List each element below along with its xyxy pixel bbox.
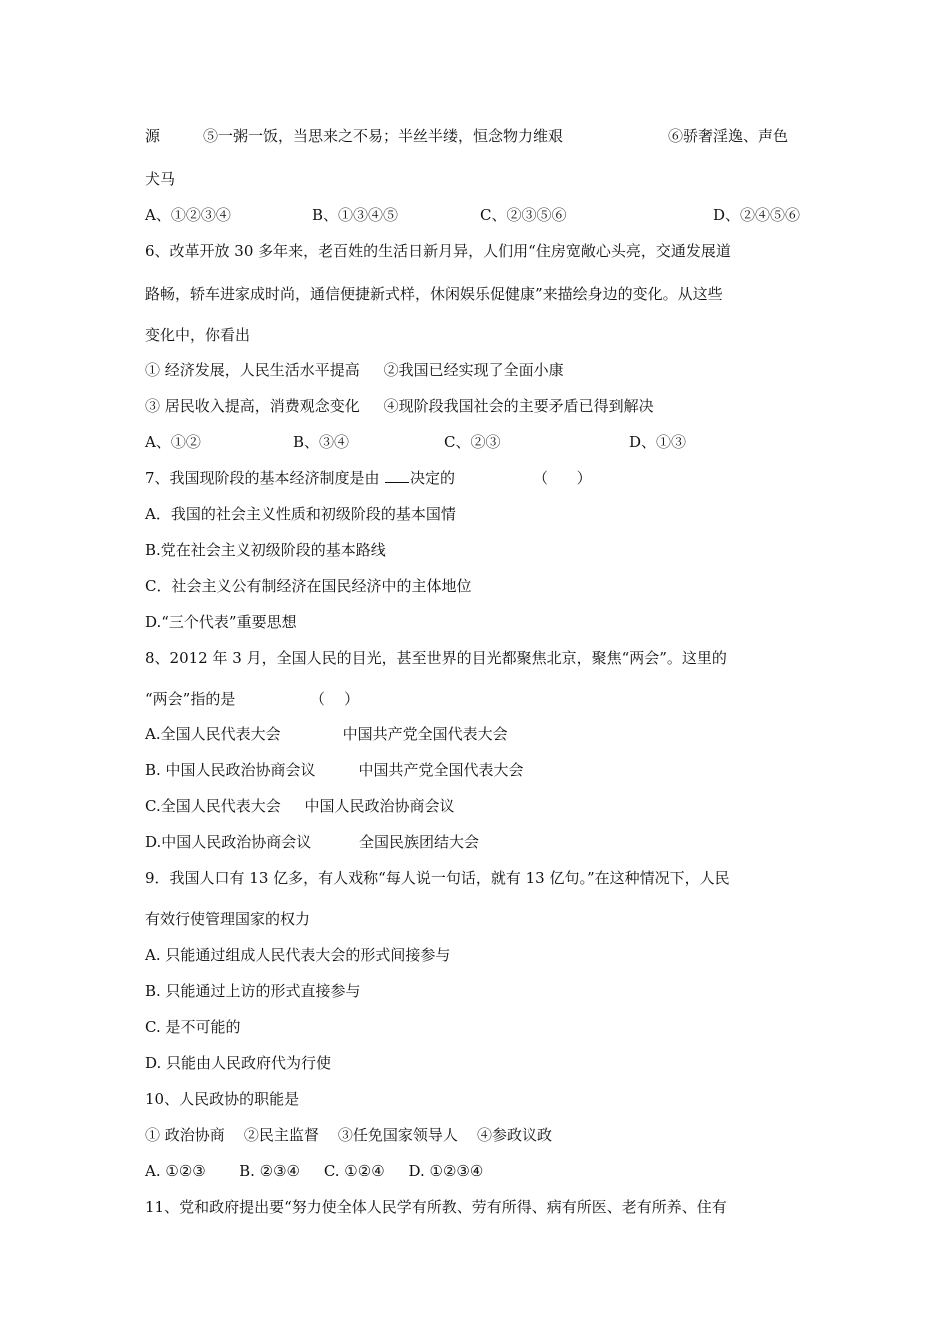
q5-choice-a: A、①②③④ — [145, 206, 231, 224]
q10-stem: 10、人民政协的职能是 — [145, 1090, 300, 1108]
q5-line-2: 犬马 — [145, 170, 176, 188]
q5-option-4-tail: 源 — [145, 127, 161, 145]
q9-line-2: 有效行使管理国家的权力 — [145, 910, 311, 928]
q6-choice-d: D、①③ — [629, 433, 687, 451]
q8-option-a: A.全国人民代表大会 中国共产党全国代表大会 — [145, 725, 508, 743]
q7-option-a: A．我国的社会主义性质和初级阶段的基本国情 — [145, 505, 456, 523]
q8-stem-end: “两会”指的是 — [145, 690, 236, 708]
q6-statements-2: ③ 居民收入提高，消费观念变化 ④现阶段我国社会的主要矛盾已得到解决 — [145, 397, 654, 415]
q6-choice-b: B、③④ — [293, 433, 350, 451]
q6-choice-c: C、②③ — [444, 433, 501, 451]
q6-line-1: 6、改革开放 30 多年来，老百姓的生活日新月异，人们用“住房宽敞心头亮，交通发展道 — [145, 242, 731, 260]
q8-option-d: D.中国人民政治协商会议 全国民族团结大会 — [145, 833, 479, 851]
q7-blank — [385, 468, 409, 488]
q9-line-1: 9．我国人口有 13 亿多，有人戏称“每人说一句话，就有 13 亿句。”在这种情况下，人民 — [145, 869, 730, 887]
q8-line-1: 8、2012 年 3 月，全国人民的目光，甚至世界的目光都聚焦北京，聚焦“两会”。这里的 — [145, 649, 727, 667]
q9-option-b: B. 只能通过上访的形式直接参与 — [145, 982, 361, 1000]
q6-statements-1: ① 经济发展，人民生活水平提高 ②我国已经实现了全面小康 — [145, 361, 564, 379]
q9-option-a: A. 只能通过组成人民代表大会的形式间接参与 — [145, 946, 451, 964]
q7-answer-paren: （ ） — [533, 469, 592, 487]
q6-choice-a: A、①② — [145, 433, 201, 451]
q5-option-5: ⑤一粥一饭，当思来之不易；半丝半缕，恒念物力维艰 — [203, 127, 564, 145]
q7-stem-b: 决定的 — [410, 469, 456, 487]
q7-option-b: B.党在社会主义初级阶段的基本路线 — [145, 541, 386, 559]
q10-statements: ① 政治协商 ②民主监督 ③任免国家领导人 ④参政议政 — [145, 1126, 552, 1144]
q6-line-3: 变化中，你看出 — [145, 326, 251, 344]
q7-stem-a: 7、我国现阶段的基本经济制度是由 — [145, 469, 380, 487]
q11-line-1: 11、党和政府提出要“努力使全体人民学有所教、劳有所得、病有所医、老有所养、住有 — [145, 1198, 727, 1216]
q9-option-d: D. 只能由人民政府代为行使 — [145, 1054, 332, 1072]
q8-option-b: B. 中国人民政治协商会议 中国共产党全国代表大会 — [145, 761, 524, 779]
q5-choice-d: D、②④⑤⑥ — [713, 206, 801, 224]
q5-option-6: ⑥骄奢淫逸、声色 — [668, 127, 789, 145]
q6-line-2: 路畅，轿车进家成时尚，通信便捷新式样，休闲娱乐促健康”来描绘身边的变化。从这些 — [145, 285, 723, 303]
q7-option-d: D.“三个代表”重要思想 — [145, 613, 297, 631]
q8-answer-paren: （ ） — [310, 690, 360, 708]
q9-option-c: C. 是不可能的 — [145, 1018, 241, 1036]
q10-choices: A. ①②③ B. ②③④ C. ①②④ D. ①②③④ — [145, 1162, 484, 1180]
q8-option-c: C.全国人民代表大会 中国人民政治协商会议 — [145, 797, 455, 815]
q7-option-c: C．社会主义公有制经济在国民经济中的主体地位 — [145, 577, 472, 595]
q5-choice-c: C、②③⑤⑥ — [480, 206, 567, 224]
q5-choice-b: B、①③④⑤ — [312, 206, 399, 224]
